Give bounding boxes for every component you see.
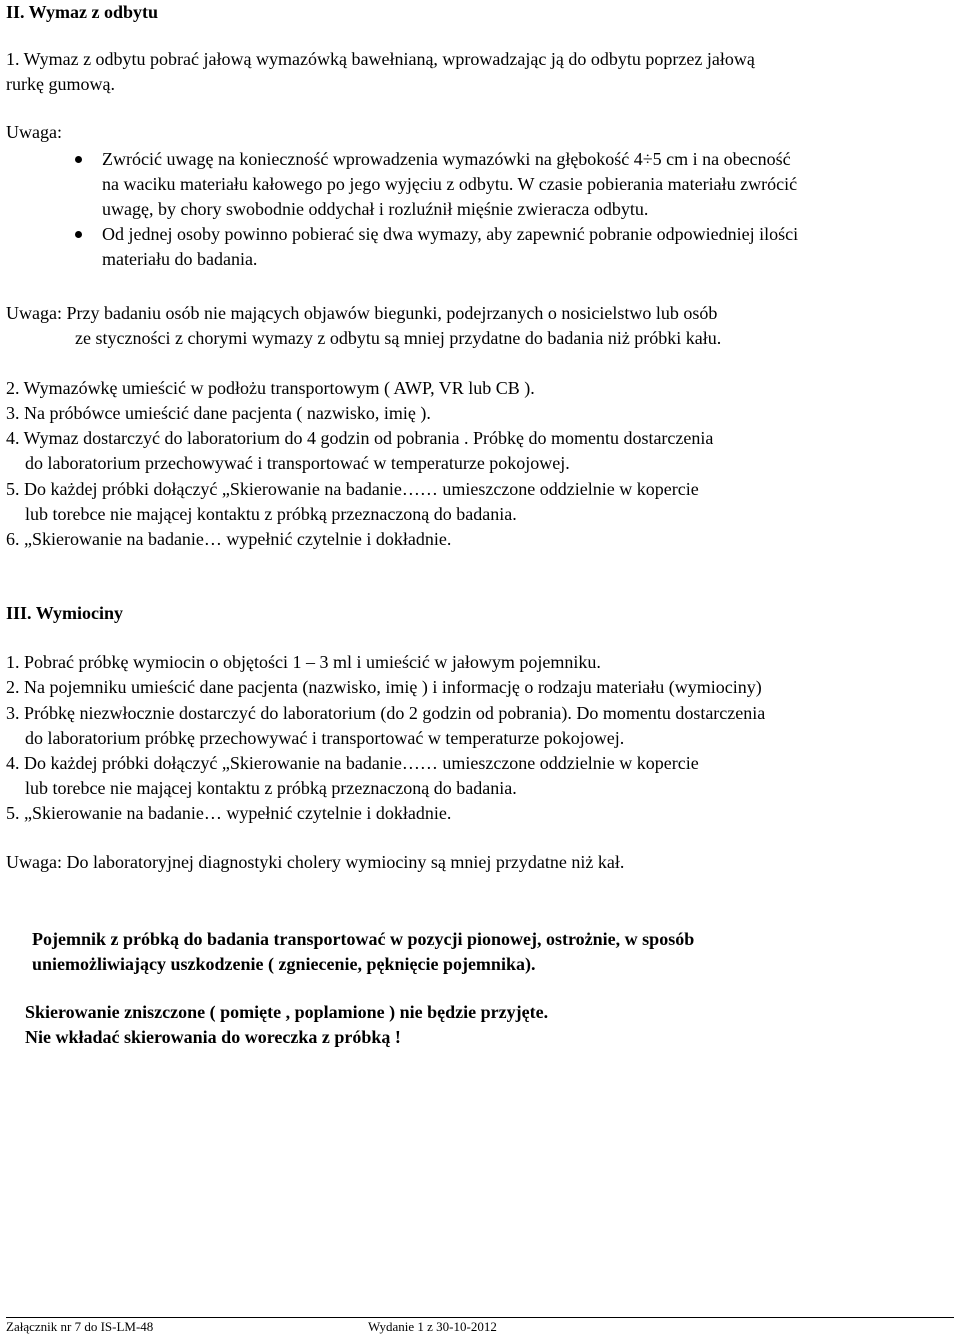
bullet-1-line-2: na waciku materiału kałowego po jego wyjęciu z odbytu. W czasie pobierania materiału zwrócić [102,174,798,194]
bullet-icon [75,231,82,238]
transport-note-line-1: Pojemnik z próbką do badania transportować w pozycji pionowej, ostrożnie, w sposób [32,929,695,949]
section-heading-wymaz: II. Wymaz z odbytu [6,2,159,22]
step-3-line-1: 3. Próbkę niezwłocznie dostarczyć do laboratorium (do 2 godzin od pobrania). Do momentu dostarczenia [6,703,766,723]
uwaga-2-line-1: Uwaga: Przy badaniu osób nie mających objawów biegunki, podejrzanych o nosicielstwo lub osób [6,303,718,323]
uwaga-2-line-2: ze styczności z chorymi wymazy z odbytu są mniej przydatne do badania niż próbki kału. [75,328,722,348]
step-5: 5. „Skierowanie na badanie… wypełnić czytelnie i dokładnie. [6,803,452,823]
referral-note-line-1: Skierowanie zniszczone ( pomięte , poplamione ) nie będzie przyjęte. [25,1002,549,1022]
footer-left: Załącznik nr 7 do IS-LM-48 [6,1319,154,1334]
step-1: 1. Pobrać próbkę wymiocin o objętości 1 – 3 ml i umieścić w jałowym pojemniku. [6,652,601,672]
bullet-2-line-1: Od jednej osoby powinno pobierać się dwa wymazy, aby zapewnić pobranie odpowiedniej ilości [102,224,799,244]
bullet-2-line-2: materiału do badania. [102,249,258,269]
step-2: 2. Wymazówkę umieścić w podłożu transportowym ( AWP, VR lub CB ). [6,378,535,398]
step-4-line-2: lub torebce nie mającej kontaktu z próbką przeznaczoną do badania. [25,778,517,798]
uwaga-cholera: Uwaga: Do laboratoryjnej diagnostyki cholery wymiociny są mniej przydatne niż kał. [6,852,625,872]
transport-note-line-2: uniemożliwiający uszkodzenie ( zgniecenie, pęknięcie pojemnika). [32,954,536,974]
step-3-line-2: do laboratorium próbkę przechowywać i transportować w temperaturze pokojowej. [25,728,625,748]
section-heading-wymiociny: III. Wymiociny [6,603,124,623]
referral-note-line-2: Nie wkładać skierowania do woreczka z próbką ! [25,1027,401,1047]
step-5-line-1: 5. Do każdej próbki dołączyć „Skierowanie na badanie…… umieszczone oddzielnie w kopercie [6,479,699,499]
step-4-line-1: 4. Wymaz dostarczyć do laboratorium do 4 godzin od pobrania . Próbkę do momentu dostarczenia [6,428,714,448]
step-4-line-2: do laboratorium przechowywać i transportować w temperaturze pokojowej. [25,453,570,473]
uwaga-label: Uwaga: [6,122,62,142]
step-2: 2. Na pojemniku umieścić dane pacjenta (nazwisko, imię ) i informację o rodzaju materiału (wymiociny) [6,677,762,697]
step-6: 6. „Skierowanie na badanie… wypełnić czytelnie i dokładnie. [6,529,452,549]
step-1-line-2: rurkę gumową. [6,74,115,94]
bullet-1-line-1: Zwrócić uwagę na konieczność wprowadzenia wymazówki na głębokość 4÷5 cm i na obecność [102,149,791,169]
step-5-line-2: lub torebce nie mającej kontaktu z próbką przeznaczoną do badania. [25,504,517,524]
step-1-line-1: 1. Wymaz z odbytu pobrać jałową wymazówką bawełnianą, wprowadzając ją do odbytu poprzez jałową [6,49,755,69]
bullet-icon [75,156,82,163]
bullet-1-line-3: uwagę, by chory swobodnie oddychał i rozluźnił mięśnie zwieracza odbytu. [102,199,649,219]
footer-right: Wydanie 1 z 30-10-2012 [368,1319,497,1334]
step-3: 3. Na próbówce umieścić dane pacjenta ( nazwisko, imię ). [6,403,431,423]
step-4-line-1: 4. Do każdej próbki dołączyć „Skierowanie na badanie…… umieszczone oddzielnie w kopercie [6,753,699,773]
footer-rule [6,1317,954,1318]
